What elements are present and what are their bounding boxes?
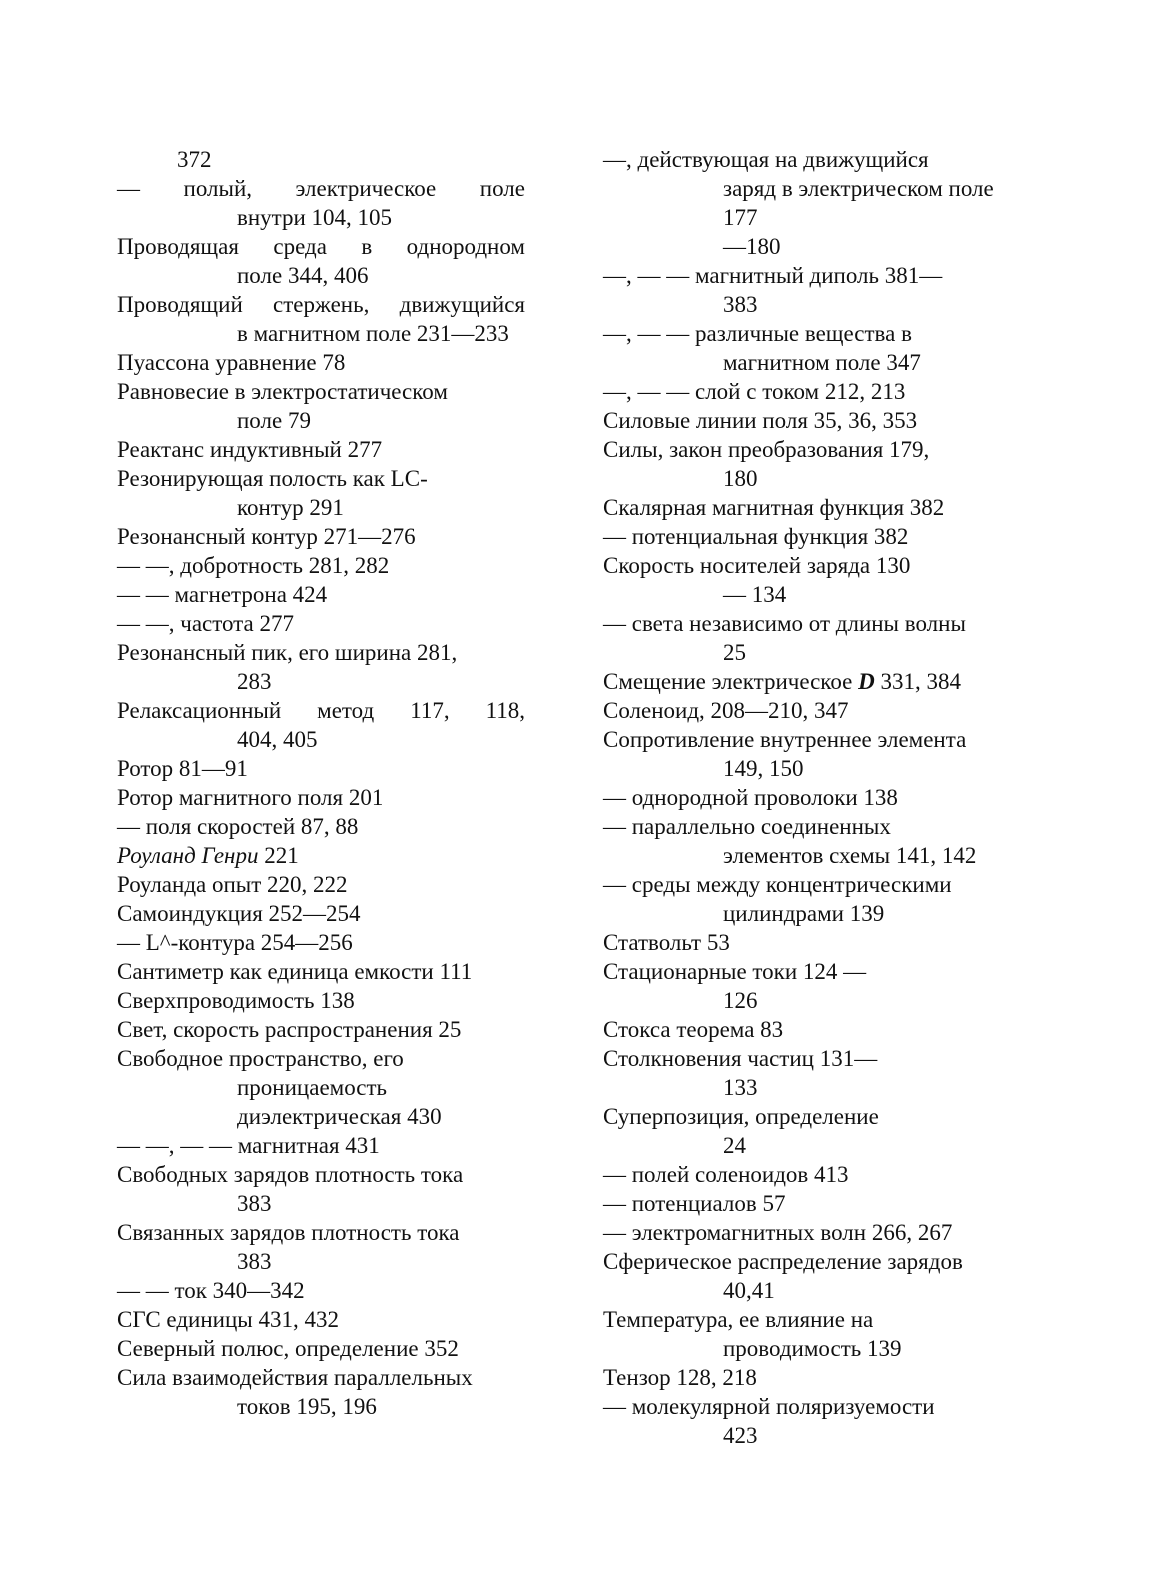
index-entry-text: Температура, ее влияние на bbox=[603, 1307, 874, 1332]
index-entry-text: — —, — — магнитная 431 bbox=[117, 1133, 380, 1158]
index-entry-symbol: D bbox=[858, 669, 875, 694]
index-entry bbox=[603, 1015, 1023, 1044]
index-entry-continuation: 24 bbox=[723, 1133, 746, 1158]
index-entry-text: — — магнетрона 424 bbox=[117, 582, 328, 607]
index-entry-text: Сантиметр как единица емкости 111 bbox=[117, 959, 473, 984]
index-entry bbox=[117, 870, 525, 899]
index-entry-text: — полый, электрическое поле bbox=[117, 176, 525, 201]
index-entry bbox=[117, 1131, 525, 1160]
index-entry-continuation: 40,41 bbox=[723, 1278, 775, 1303]
index-entry bbox=[603, 667, 1023, 696]
index-entry-text: —, действующая на движущийся bbox=[603, 147, 929, 172]
index-entry-term bbox=[603, 551, 1023, 580]
index-entry-term bbox=[117, 232, 525, 261]
index-entry-term bbox=[603, 522, 1023, 551]
index-entry-text: —, — — слой с током 212, 213 bbox=[603, 379, 906, 404]
index-entry-text: 372 bbox=[177, 147, 212, 172]
index-entry-continuation: поле 344, 406 bbox=[237, 263, 369, 288]
index-entry-continuation: —180 bbox=[723, 234, 781, 259]
index-entry-term bbox=[603, 1363, 1023, 1392]
index-entry-term-prefix: Смещение электрическое bbox=[603, 669, 859, 694]
index-entry bbox=[603, 957, 1023, 1015]
index-entry bbox=[603, 319, 1023, 377]
index-entry-term bbox=[117, 812, 525, 841]
index-entry-continuation: — 134 bbox=[723, 582, 787, 607]
index-entry bbox=[117, 464, 525, 522]
index-entry-continuation: 383 bbox=[237, 1249, 272, 1274]
index-entry-term bbox=[603, 667, 1023, 696]
index-entry bbox=[603, 725, 1023, 783]
index-entry-continuation: 149, 150 bbox=[723, 756, 804, 781]
index-entry-text: — электромагнитных волн 266, 267 bbox=[603, 1220, 953, 1245]
index-entry-term bbox=[117, 348, 525, 377]
index-entry-term bbox=[117, 1305, 525, 1334]
index-entry bbox=[117, 1160, 525, 1218]
index-entry-term bbox=[603, 145, 1023, 174]
index-entry-continuation: в магнитном поле 231—233 bbox=[237, 321, 509, 346]
index-entry-text: Статвольт 53 bbox=[603, 930, 730, 955]
index-entry-continuation: 404, 405 bbox=[237, 727, 318, 752]
index-entry bbox=[117, 783, 525, 812]
index-entry-text: Силовые линии поля 35, 36, 353 bbox=[603, 408, 918, 433]
index-entry bbox=[117, 928, 525, 957]
index-entry-term bbox=[603, 957, 1023, 986]
index-entry bbox=[117, 551, 525, 580]
index-entry bbox=[117, 145, 525, 174]
index-entry-term bbox=[603, 493, 1023, 522]
index-entry bbox=[117, 1044, 525, 1131]
index-entry bbox=[603, 145, 1023, 261]
index-entry-text: 331, 384 bbox=[880, 669, 961, 694]
index-entry-term bbox=[117, 696, 525, 725]
index-entry bbox=[603, 435, 1023, 493]
index-entry bbox=[603, 406, 1023, 435]
index-entry-term bbox=[117, 1015, 525, 1044]
index-entry-text: Скорость носителей заряда 130 bbox=[603, 553, 911, 578]
index-entry-term bbox=[117, 783, 525, 812]
index-entry-term bbox=[117, 174, 525, 203]
index-entry bbox=[603, 1392, 1023, 1450]
index-entry-term bbox=[117, 1334, 525, 1363]
index-entry bbox=[117, 174, 525, 232]
index-entry bbox=[117, 812, 525, 841]
index-entry-text: Скалярная магнитная функция 382 bbox=[603, 495, 945, 520]
index-entry bbox=[117, 290, 525, 348]
index-entry-term bbox=[117, 1363, 525, 1392]
index-entry-continuation: внутри 104, 105 bbox=[237, 205, 393, 230]
index-entry-term bbox=[603, 1392, 1023, 1421]
index-entry-term bbox=[117, 522, 525, 551]
index-entry bbox=[603, 261, 1023, 319]
index-entry-term bbox=[117, 754, 525, 783]
index-entry bbox=[603, 1247, 1023, 1305]
index-entry-text: Резонансный контур 271—276 bbox=[117, 524, 416, 549]
index-entry bbox=[117, 1218, 525, 1276]
index-entry-text: Соленоид, 208—210, 347 bbox=[603, 698, 849, 723]
index-entry-term bbox=[603, 609, 1023, 638]
index-entry-text: Проводящая среда в однородном bbox=[117, 234, 525, 259]
index-entry-text: СГС единицы 431, 432 bbox=[117, 1307, 339, 1332]
index-entry bbox=[117, 609, 525, 638]
index-entry-continuation: 133 bbox=[723, 1075, 758, 1100]
index-entry-text: — однородной проволоки 138 bbox=[603, 785, 898, 810]
index-entry-text: Свет, скорость распространения 25 bbox=[117, 1017, 462, 1042]
index-entry-person: Роуланд Генри bbox=[117, 843, 259, 868]
index-entry-text: Резонансный пик, его ширина 281, bbox=[117, 640, 458, 665]
index-entry bbox=[117, 754, 525, 783]
index-entry-text: 221 bbox=[264, 843, 299, 868]
index-entry-text: Самоиндукция 252—254 bbox=[117, 901, 361, 926]
index-entry-term bbox=[603, 1247, 1023, 1276]
index-entry-term bbox=[117, 870, 525, 899]
index-entry-term bbox=[603, 377, 1023, 406]
index-entry bbox=[603, 377, 1023, 406]
index-entry bbox=[117, 522, 525, 551]
index-entry bbox=[117, 1015, 525, 1044]
index-entry bbox=[603, 1218, 1023, 1247]
index-entry-text: Пуассона уравнение 78 bbox=[117, 350, 346, 375]
index-column-right bbox=[603, 145, 1023, 1450]
index-entry-term bbox=[117, 1218, 525, 1247]
index-entry-term bbox=[603, 1305, 1023, 1334]
index-entry bbox=[603, 493, 1023, 522]
index-entry bbox=[117, 1276, 525, 1305]
index-entry bbox=[603, 1102, 1023, 1160]
index-entry-term bbox=[603, 1044, 1023, 1073]
index-entry-term bbox=[603, 812, 1023, 841]
index-entry-term bbox=[603, 406, 1023, 435]
index-entry bbox=[117, 377, 525, 435]
index-entry bbox=[603, 783, 1023, 812]
index-entry-text: — —, частота 277 bbox=[117, 611, 294, 636]
index-entry bbox=[117, 957, 525, 986]
index-entry-continuation: диэлектрическая 430 bbox=[237, 1104, 442, 1129]
index-entry bbox=[603, 1189, 1023, 1218]
index-entry-continuation: 423 bbox=[723, 1423, 758, 1448]
index-entry-text: Равновесие в электростатическом bbox=[117, 379, 448, 404]
index-entry-text: Роуланда опыт 220, 222 bbox=[117, 872, 348, 897]
index-entry-text: — полей соленоидов 413 bbox=[603, 1162, 849, 1187]
index-entry-term bbox=[603, 1015, 1023, 1044]
index-entry-text: Сверхпроводимость 138 bbox=[117, 988, 355, 1013]
index-entry-text: Сопротивление внутреннее элемента bbox=[603, 727, 967, 752]
index-entry-text: Реактанс индуктивный 277 bbox=[117, 437, 383, 462]
index-entry-term bbox=[117, 290, 525, 319]
index-entry-continuation: 180 bbox=[723, 466, 758, 491]
index-entry-text: Резонирующая полость как LC- bbox=[117, 466, 428, 491]
index-entry-text: Ротор 81—91 bbox=[117, 756, 248, 781]
index-entry-text: Силы, закон преобразования 179, bbox=[603, 437, 930, 462]
index-entry bbox=[603, 696, 1023, 725]
index-entry bbox=[603, 1305, 1023, 1363]
index-entry-text: Сила взаимодействия параллельных bbox=[117, 1365, 473, 1390]
index-entry-text: — света независимо от длины волны bbox=[603, 611, 966, 636]
index-entry-term bbox=[603, 783, 1023, 812]
index-entry-continuation: контур 291 bbox=[237, 495, 344, 520]
index-entry-term bbox=[603, 870, 1023, 899]
index-entry-text: Северный полюс, определение 352 bbox=[117, 1336, 459, 1361]
index-entry-term bbox=[603, 1102, 1023, 1131]
index-entry bbox=[603, 812, 1023, 870]
index-entry-text: Свободное пространство, его bbox=[117, 1046, 404, 1071]
index-entry bbox=[117, 435, 525, 464]
index-entry bbox=[117, 232, 525, 290]
index-entry-text: — среды между концентрическими bbox=[603, 872, 952, 897]
index-entry-text: — —, добротность 281, 282 bbox=[117, 553, 390, 578]
index-entry-text: — потенциалов 57 bbox=[603, 1191, 786, 1216]
index-entry-term bbox=[117, 435, 525, 464]
index-entry-term bbox=[603, 696, 1023, 725]
index-entry-continuation: 383 bbox=[237, 1191, 272, 1216]
index-entry-text: — молекулярной поляризуемости bbox=[603, 1394, 935, 1419]
index-entry-continuation: поле 79 bbox=[237, 408, 311, 433]
index-entry bbox=[117, 841, 525, 870]
index-entry-continuation: магнитном поле 347 bbox=[723, 350, 921, 375]
index-entry-text: Сферическое распределение зарядов bbox=[603, 1249, 963, 1274]
index-entry-term bbox=[117, 609, 525, 638]
index-entry bbox=[603, 870, 1023, 928]
index-entry bbox=[603, 551, 1023, 609]
index-entry-text: — поля скоростей 87, 88 bbox=[117, 814, 359, 839]
index-entry-term bbox=[117, 1044, 525, 1073]
index-entry-term bbox=[117, 377, 525, 406]
index-entry-text: Суперпозиция, определение bbox=[603, 1104, 879, 1129]
index-entry-term bbox=[117, 1276, 525, 1305]
index-entry-text: — L^-контура 254—256 bbox=[117, 930, 353, 955]
index-entry-term bbox=[117, 1131, 525, 1160]
index-entry bbox=[117, 348, 525, 377]
index-entry-text: Проводящий стержень, движущийся bbox=[117, 292, 525, 317]
index-entry-continuation: 283 bbox=[237, 669, 272, 694]
index-entry-term bbox=[177, 145, 525, 174]
index-entry-term bbox=[117, 1160, 525, 1189]
index-entry bbox=[603, 928, 1023, 957]
index-entry-text: Связанных зарядов плотность тока bbox=[117, 1220, 460, 1245]
index-entry-continuation: 126 bbox=[723, 988, 758, 1013]
index-entry bbox=[117, 1334, 525, 1363]
index-entry-term bbox=[603, 1218, 1023, 1247]
index-entry-term bbox=[603, 435, 1023, 464]
index-entry-term bbox=[117, 957, 525, 986]
index-entry-term bbox=[603, 725, 1023, 754]
index-entry-term bbox=[117, 986, 525, 1015]
index-entry-term bbox=[603, 319, 1023, 348]
index-entry bbox=[117, 638, 525, 696]
index-entry bbox=[603, 609, 1023, 667]
index-entry-continuation: 383 bbox=[723, 292, 758, 317]
index-entry bbox=[603, 1160, 1023, 1189]
index-entry-term bbox=[117, 928, 525, 957]
index-entry-text: Ротор магнитного поля 201 bbox=[117, 785, 384, 810]
index-entry bbox=[117, 1363, 525, 1421]
index-entry-term bbox=[603, 1189, 1023, 1218]
index-entry-continuation: токов 195, 196 bbox=[237, 1394, 377, 1419]
index-entry-term bbox=[603, 1160, 1023, 1189]
index-entry-text: Столкновения частиц 131— bbox=[603, 1046, 878, 1071]
index-entry-term bbox=[603, 261, 1023, 290]
index-entry-text: Стационарные токи 124 — bbox=[603, 959, 867, 984]
index-entry-term bbox=[117, 841, 525, 870]
index-entry bbox=[117, 986, 525, 1015]
index-entry-text: —, — — магнитный диполь 381— bbox=[603, 263, 943, 288]
index-entry bbox=[603, 522, 1023, 551]
index-entry bbox=[117, 899, 525, 928]
index-entry-text: —, — — различные вещества в bbox=[603, 321, 912, 346]
index-entry-term bbox=[117, 580, 525, 609]
index-entry-continuation: проницаемость bbox=[237, 1075, 388, 1100]
index-entry-continuation: 25 bbox=[723, 640, 746, 665]
index-entry-term bbox=[117, 899, 525, 928]
index-entry-term bbox=[117, 464, 525, 493]
index-entry bbox=[117, 1305, 525, 1334]
index-entry-continuation: элементов схемы 141, 142 bbox=[723, 843, 977, 868]
index-entry-text: — — ток 340—342 bbox=[117, 1278, 305, 1303]
index-entry-text: Стокса теорема 83 bbox=[603, 1017, 784, 1042]
index-entry bbox=[117, 580, 525, 609]
index-entry-text: Тензор 128, 218 bbox=[603, 1365, 757, 1390]
index-entry-text: Свободных зарядов плотность тока bbox=[117, 1162, 464, 1187]
index-entry-continuation: проводимость 139 bbox=[723, 1336, 902, 1361]
index-entry-text: — параллельно соединенных bbox=[603, 814, 891, 839]
index-column-left bbox=[117, 145, 525, 1421]
index-entry bbox=[603, 1044, 1023, 1102]
index-entry-text: Релаксационный метод 117, 118, bbox=[117, 698, 525, 723]
index-entry-term bbox=[117, 638, 525, 667]
index-entry-term bbox=[603, 928, 1023, 957]
index-entry bbox=[603, 1363, 1023, 1392]
index-entry-continuation: заряд в электрическом поле 177 bbox=[723, 176, 994, 230]
index-entry-continuation: цилиндрами 139 bbox=[723, 901, 885, 926]
index-entry bbox=[117, 696, 525, 754]
index-entry-term bbox=[117, 551, 525, 580]
index-entry-text: — потенциальная функция 382 bbox=[603, 524, 909, 549]
